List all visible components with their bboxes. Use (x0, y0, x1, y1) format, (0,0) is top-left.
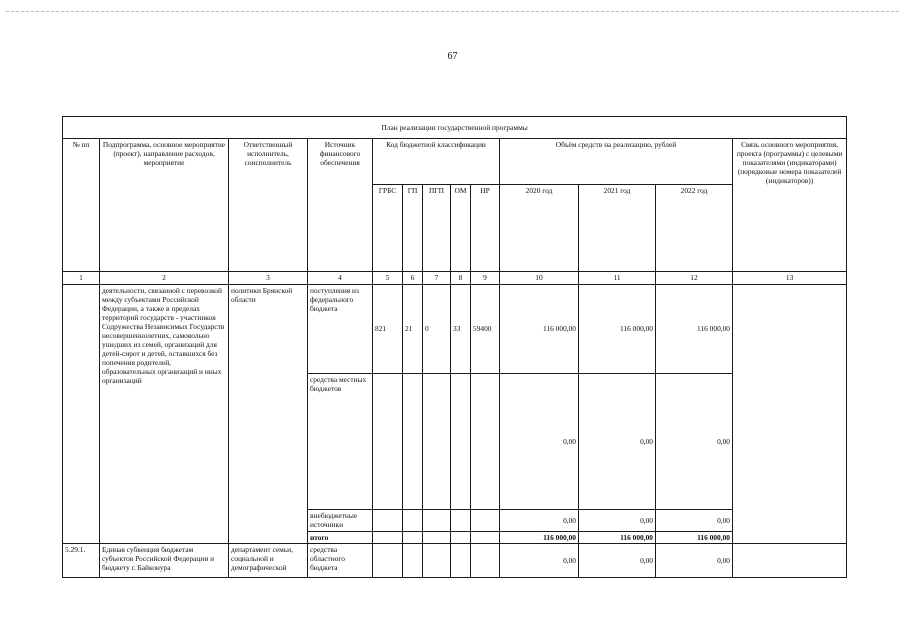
cell-nr (471, 532, 500, 544)
cell-link (733, 544, 847, 578)
cell-nr (471, 510, 500, 532)
cell-grbs (373, 544, 403, 578)
cell-nr (471, 544, 500, 578)
page-number: 67 (447, 51, 458, 62)
row-source: поступления из федерального бюджета (308, 285, 373, 374)
header-budget-code: Код бюджетной классификации (373, 139, 500, 185)
col-number: 7 (423, 272, 451, 285)
col-number: 8 (451, 272, 471, 285)
row-source: итого (308, 532, 373, 544)
col-number: 5 (373, 272, 403, 285)
row-responsible: департамент семьи, социальной и демографической (229, 544, 308, 578)
cell-gp (403, 544, 423, 578)
row-source: средства областного бюджета (308, 544, 373, 578)
cell-grbs: 821 (373, 285, 403, 374)
row-source: внебюджетные источники (308, 510, 373, 532)
cell-nr (471, 374, 500, 510)
col-number: 10 (500, 272, 579, 285)
table-title: План реализации государственной программы (63, 117, 847, 139)
header-volume: Объём средств на реализацию, рублей (500, 139, 733, 185)
header-link: Связь основного мероприятия, проекта (программы) с целевыми показателями (индикаторами) (порядковые номера показателей (индикаторов)) (733, 139, 847, 272)
cell-pgp (423, 374, 451, 510)
cell-grbs (373, 510, 403, 532)
col-number: 1 (63, 272, 100, 285)
cell-2020: 0,00 (500, 510, 579, 532)
cell-om: 33 (451, 285, 471, 374)
cell-2020: 116 000,00 (500, 532, 579, 544)
header-2021: 2021 год (579, 185, 656, 272)
cell-2021: 116 000,00 (579, 532, 656, 544)
row-num: 5.29.1. (63, 544, 100, 578)
cell-gp (403, 374, 423, 510)
header-responsible: Ответственный исполнитель, соисполнитель (229, 139, 308, 272)
row-source: средства местных бюджетов (308, 374, 373, 510)
cell-pgp (423, 532, 451, 544)
cell-gp: 21 (403, 285, 423, 374)
header-grbs: ГРБС (373, 185, 403, 272)
cell-2021: 116 000,00 (579, 285, 656, 374)
cell-om (451, 544, 471, 578)
header-pgp: ПГП (423, 185, 451, 272)
col-number: 2 (100, 272, 229, 285)
col-number: 3 (229, 272, 308, 285)
header-subprogram: Подпрограмма, основное мероприятие (проект), направление расходов, мероприятие (100, 139, 229, 272)
cell-link (733, 285, 847, 544)
row-num-empty (63, 285, 100, 544)
scan-artifact-line (6, 11, 899, 12)
cell-2021: 0,00 (579, 510, 656, 532)
col-number: 12 (656, 272, 733, 285)
cell-grbs (373, 532, 403, 544)
col-number: 13 (733, 272, 847, 285)
cell-grbs (373, 374, 403, 510)
row-responsible: политики Брянской области (229, 285, 308, 544)
cell-om (451, 374, 471, 510)
cell-2022: 116 000,00 (656, 285, 733, 374)
cell-2022: 116 000,00 (656, 532, 733, 544)
table-row (63, 285, 847, 374)
row-description: деятельности, связанной с перевозкой между субъектами Российской Федерации, а также в пределах территорий государств - участников Содружества Независимых Государств несовершеннолетних, самовольно ушедших из семей, организаций для детей-сирот и детей, оставшихся без попечения родителей, образовательных организаций и иных организаций (100, 285, 229, 544)
col-number: 9 (471, 272, 500, 285)
cell-2021: 0,00 (579, 544, 656, 578)
cell-2020: 0,00 (500, 374, 579, 510)
cell-2022: 0,00 (656, 374, 733, 510)
col-number: 6 (403, 272, 423, 285)
row-description: Единая субвенция бюджетам субъектов Российской Федерации и бюджету г. Байконура (100, 544, 229, 578)
cell-2020: 0,00 (500, 544, 579, 578)
cell-pgp (423, 544, 451, 578)
cell-2021: 0,00 (579, 374, 656, 510)
header-gp: ГП (403, 185, 423, 272)
col-number: 4 (308, 272, 373, 285)
cell-om (451, 510, 471, 532)
header-source: Источник финансового обеспечения (308, 139, 373, 272)
header-nr: НР (471, 185, 500, 272)
header-2020: 2020 год (500, 185, 579, 272)
cell-gp (403, 510, 423, 532)
header-2022: 2022 год (656, 185, 733, 272)
header-om: ОМ (451, 185, 471, 272)
cell-nr: 59400 (471, 285, 500, 374)
cell-2022: 0,00 (656, 544, 733, 578)
header-num: № пп (63, 139, 100, 272)
cell-2022: 0,00 (656, 510, 733, 532)
cell-gp (403, 532, 423, 544)
col-number: 11 (579, 272, 656, 285)
cell-2020: 116 000,00 (500, 285, 579, 374)
table-row (63, 544, 847, 578)
cell-om (451, 532, 471, 544)
program-plan-table (62, 116, 847, 578)
cell-pgp (423, 510, 451, 532)
cell-pgp: 0 (423, 285, 451, 374)
